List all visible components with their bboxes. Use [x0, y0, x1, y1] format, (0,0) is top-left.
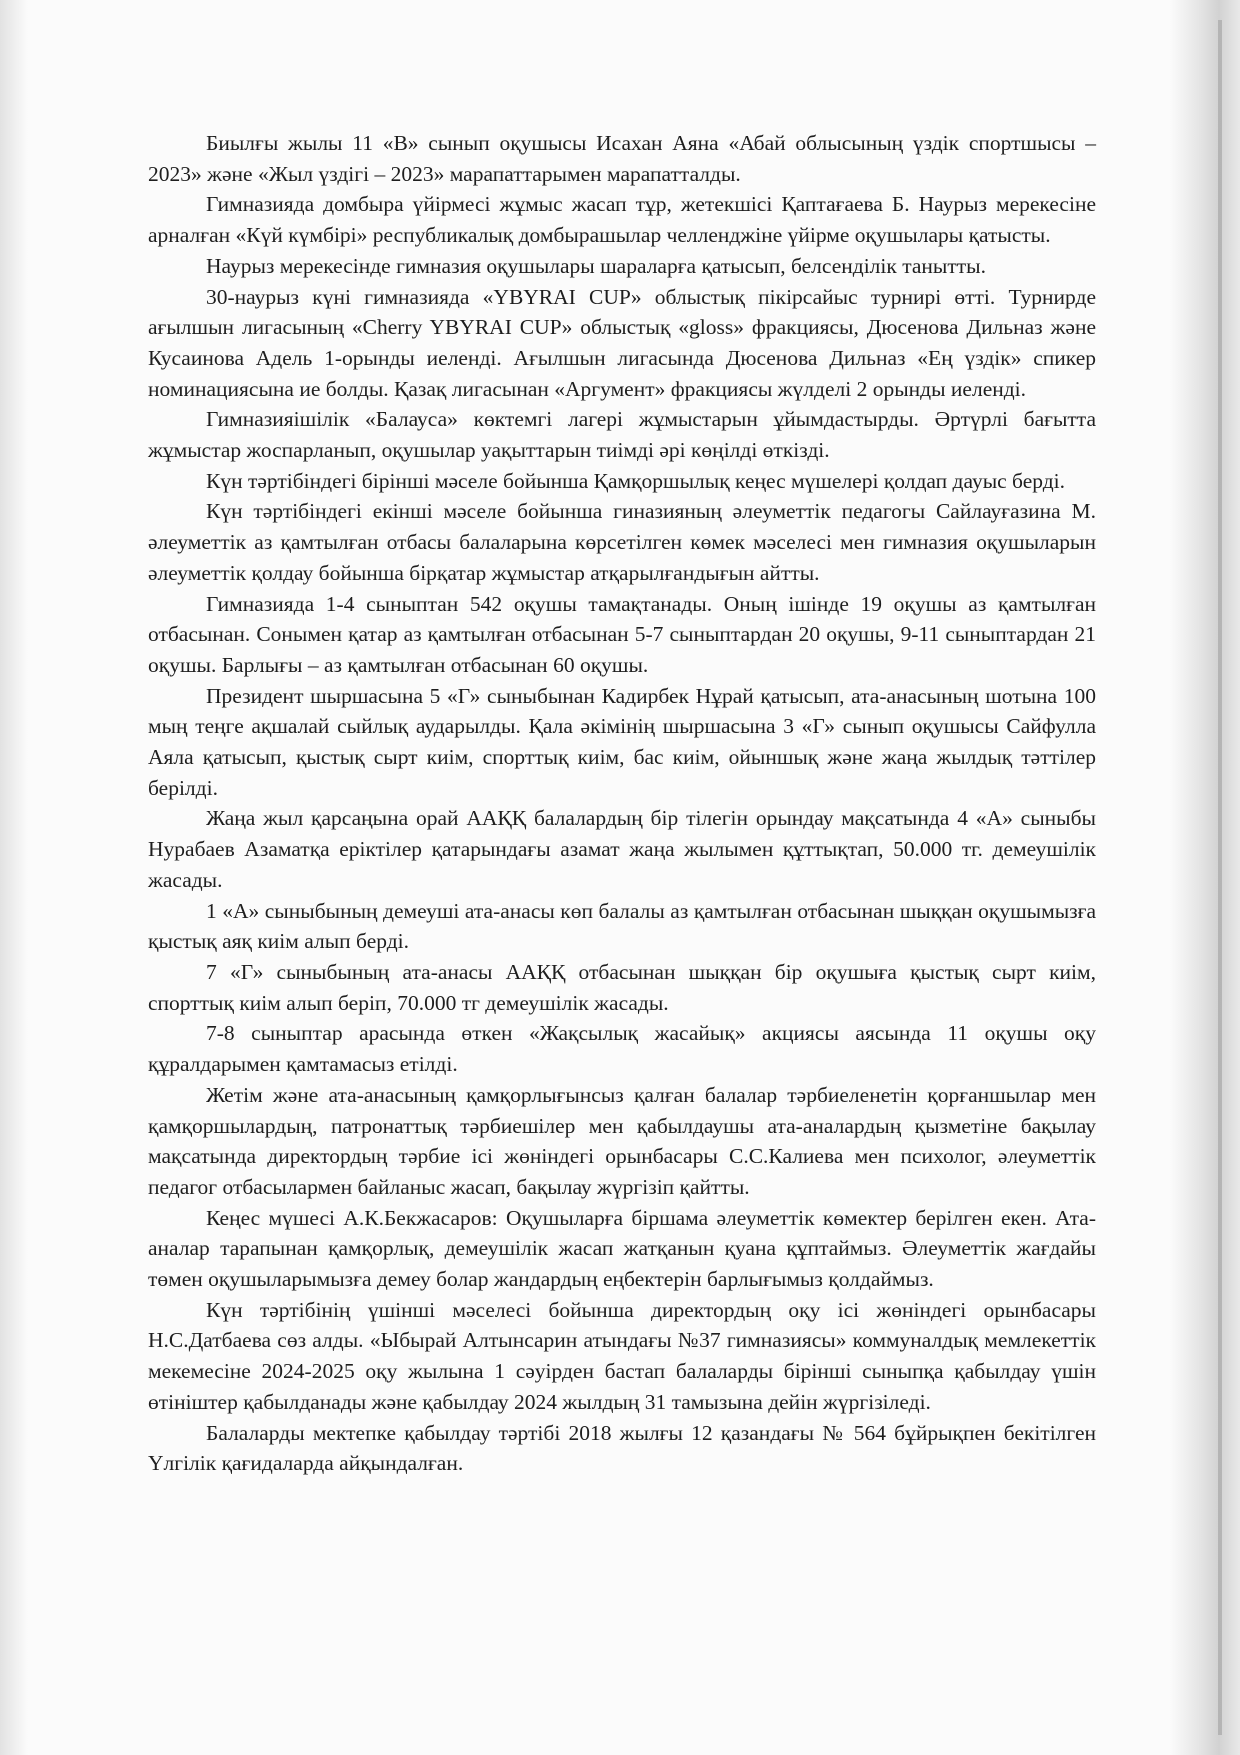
paragraph: Жаңа жыл қарсаңына орай ААҚҚ балалардың бір тілегін орындау мақсатында 4 «А» сыныбы Нурабаев Азаматқа еріктілер қатарындағы азамат жаңа жылымен құттықтап, 50.000 тг. демеушілік жасады. — [148, 806, 1096, 892]
paragraph: Биылғы жылы 11 «В» сынып оқушысы Исахан Аяна «Абай облысының үздік спортшысы – 2023» және «Жыл үздігі – 2023» марапаттарымен марапатталды. — [148, 131, 1096, 186]
paragraph: Күн тәртібінің үшінші мәселесі бойынша директордың оқу ісі жөніндегі орынбасары Н.С.Датбаева сөз алды. «Ыбырай Алтынсарин атындағы №37 гимназиясы» коммуналдық мемлекеттік мекемесіне 2024-2025 оқу жылына 1 сәуірден бастап балаларды бірінші сыныпқа қабылдау үшін өтініштер қабылданады және қабылдау 2024 жылдың 31 тамызына дейін жүргізіледі. — [148, 1297, 1096, 1414]
paragraph: 30-наурыз күні гимназияда «YBYRAI CUP» облыстық пікірсайыс турнирі өтті. Турнирде ағылшын лигасының «Cherry YBYRAI CUP» облыстық «gloss» фракциясы, Дюсенова Дильназ және Кусаинова Адель 1-орынды иеленді. Ағылшын лигасында Дюсенова Дильназ «Ең үздік» спикер номинациясына ие болды. Қазақ лигасынан «Аргумент» фракциясы жүлделі 2 орынды иеленді. — [148, 284, 1096, 401]
paragraph: Гимназияішілік «Балауса» көктемгі лагері жұмыстарын ұйымдастырды. Әртүрлі бағытта жұмыстар жоспарланып, оқушылар уақыттарын тиімді әрі көңілді өткізді. — [148, 407, 1096, 463]
paragraph: Гимназияда домбыра үйірмесі жұмыс жасап тұр, жетекшісі Қаптағаева Б. Наурыз мерекесіне арналған «Күй күмбірі» республикалық домбырашылар челленджіне үйірме оқушылары қатысты. — [148, 192, 1096, 248]
paragraph: 7-8 сыныптар арасында өткен «Жақсылық жасайық» акциясы аясында 11 оқушы оқу құралдарымен қамтамасыз етілді. — [148, 1021, 1096, 1077]
paragraph: Гимназияда 1-4 сыныптан 542 оқушы тамақтанады. Оның ішінде 19 оқушы аз қамтылған отбасынан. Сонымен қатар аз қамтылған отбасынан 5-7 сыныптардан 20 оқушы, 9-11 сыныптардан 21 оқушы. Барлығы – аз қамтылған отбасынан 60 оқушы. — [148, 591, 1096, 677]
paragraph: Кеңес мүшесі А.К.Бекжасаров: Оқушыларға біршама әлеуметтік көмектер берілген екен. Ата-аналар тарапынан қамқорлық, демеушілік жасап жатқанын қуана құптаймыз. Әлеуметтік жағдайы төмен оқушыларымызға демеу болар жандардың еңбектерін барлығымыз қолдаймыз. — [148, 1205, 1096, 1292]
document-body — [148, 128, 1096, 1479]
scan-right-shadow — [1170, 0, 1240, 1755]
scan-left-shadow — [0, 0, 28, 1755]
paragraph: 1 «А» сыныбының демеуші ата-анасы көп балалы аз қамтылған отбасынан шыққан оқушымызға қыстық аяқ киім алып берді. — [148, 898, 1096, 954]
scan-edge-line — [1218, 20, 1222, 1735]
paragraph: Наурыз мерекесінде гимназия оқушылары шараларға қатысып, белсенділік танытты. — [206, 253, 986, 278]
paragraph: Жетім және ата-анасының қамқорлығынсыз қалған балалар тәрбиеленетін қорғаншылар мен қамқоршылардың, патронаттық тәрбиешілер мен қабылдаушы ата-аналардың қызметіне бақылау мақсатында директордың тәрбие ісі жөніндегі орынбасары С.С.Калиева мен психолог, әлеуметтік педагог отбасылармен байланыс жасап, бақылау жүргізіп қайтты. — [148, 1082, 1096, 1199]
paragraph: Күн тәртібіндегі бірінші мәселе бойынша Қамқоршылық кеңес мүшелері қолдап дауыс берді. — [206, 468, 1066, 493]
paragraph: Балаларды мектепке қабылдау тәртібі 2018 жылғы 12 қазандағы № 564 бұйрықпен бекітілген Үлгілік қағидаларда айқындалған. — [148, 1420, 1096, 1476]
paragraph: Күн тәртібіндегі екінші мәселе бойынша гиназияның әлеуметтік педагогы Сайлауғазина М. әлеуметтік аз қамтылған отбасы балаларына көрсетілген көмек мәселесі мен гимназия оқушыларын әлеуметтік қолдау бойынша бірқатар жұмыстар атқарылғандығын айтты. — [148, 499, 1096, 585]
paragraph: Президент шыршасына 5 «Г» сыныбынан Кадирбек Нұрай қатысып, ата-анасының шотына 100 мың теңге ақшалай сыйлық аударылды. Қала әкімінің шыршасына 3 «Г» сынып оқушысы Сайфулла Аяла қатысып, қыстық сырт киім, спорттық киім, бас киім, ойыншық және жаңа жылдық тәттілер берілді. — [148, 683, 1096, 800]
paragraph: 7 «Г» сыныбының ата-анасы ААҚҚ отбасынан шыққан бір оқушыға қыстық сырт киім, спорттық киім алып беріп, 70.000 тг демеушілік жасады. — [148, 959, 1096, 1015]
